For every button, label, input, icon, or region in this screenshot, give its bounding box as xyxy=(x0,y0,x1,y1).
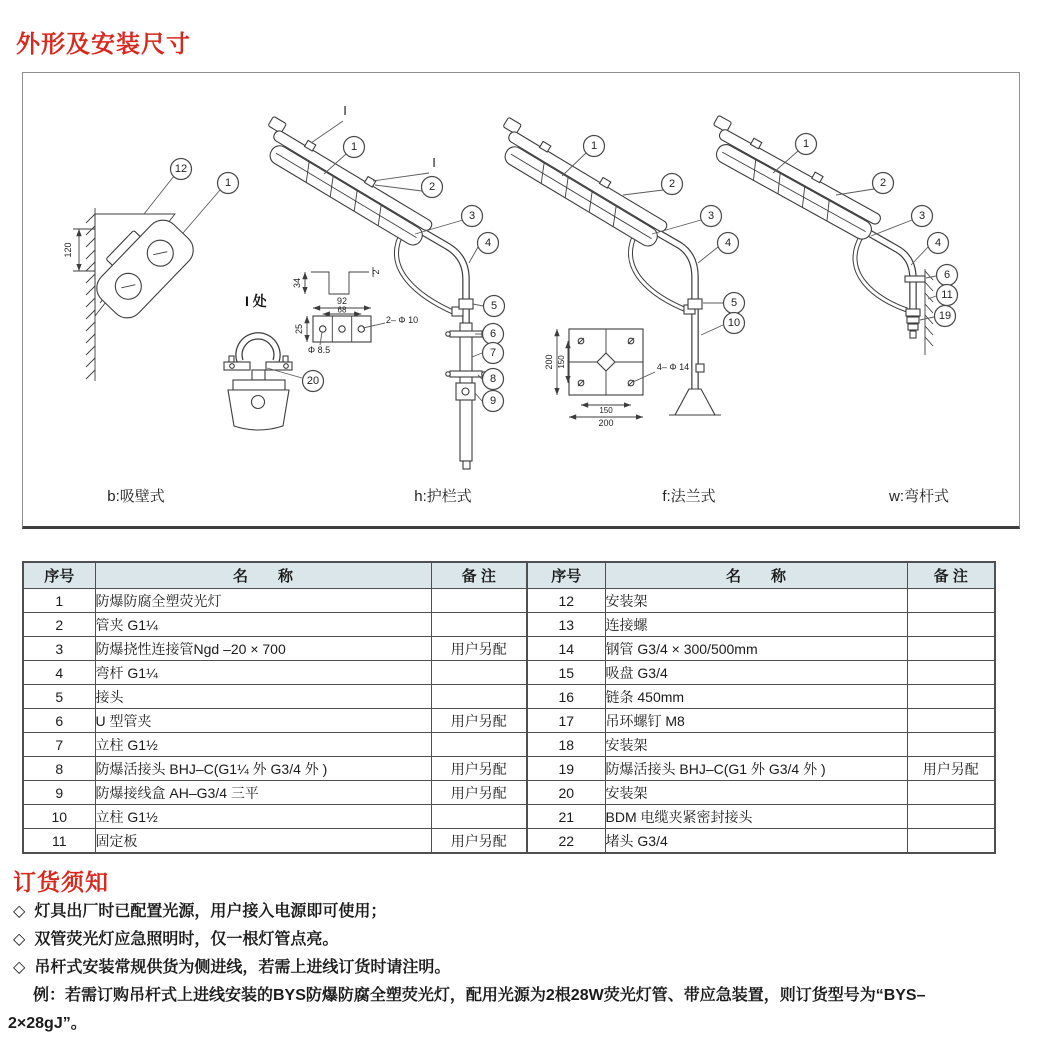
note-item xyxy=(13,926,1027,954)
detail-fixing-plate xyxy=(294,296,418,355)
svg-text:19: 19 xyxy=(938,310,952,322)
part-no: 22 xyxy=(527,829,605,854)
table-row xyxy=(527,685,995,709)
note-item xyxy=(13,898,1027,926)
caption-guardrail: h:护栏式 xyxy=(414,488,472,505)
part-name: 链条 450mm xyxy=(605,685,907,709)
part-no: 3 xyxy=(23,637,95,661)
diamond-bullet-icon: ◇ xyxy=(13,903,26,920)
svg-text:2: 2 xyxy=(371,269,381,275)
table-row xyxy=(23,661,527,685)
part-name: 连接螺 xyxy=(605,613,907,637)
svg-text:8: 8 xyxy=(489,373,497,385)
part-note xyxy=(907,637,995,661)
detail-site-label: I 处 xyxy=(245,293,267,309)
col-header-name: 名 称 xyxy=(95,562,431,589)
svg-text:5: 5 xyxy=(490,300,498,312)
svg-text:2: 2 xyxy=(668,178,676,190)
parts-table-left xyxy=(22,561,528,854)
callout-h-5 xyxy=(473,296,505,317)
callout-w-11 xyxy=(928,285,958,306)
wall-hatching-w xyxy=(925,271,933,346)
svg-text:92: 92 xyxy=(336,296,348,306)
table-row xyxy=(23,829,527,854)
table-row xyxy=(527,613,995,637)
part-note xyxy=(907,805,995,829)
part-note: 用户另配 xyxy=(431,829,527,854)
drawing-guardrail xyxy=(253,103,504,505)
note-text: 灯具出厂时已配置光源，用户接入电源即可使用； xyxy=(34,903,387,920)
svg-text:3: 3 xyxy=(707,210,715,222)
part-no: 16 xyxy=(527,685,605,709)
part-name: 接头 xyxy=(95,685,431,709)
callout-w-2 xyxy=(836,173,894,196)
callout-h-9 xyxy=(475,391,504,412)
mark-I-2 xyxy=(373,155,436,181)
part-note xyxy=(431,685,527,709)
part-no: 15 xyxy=(527,661,605,685)
svg-text:2– Φ 10: 2– Φ 10 xyxy=(385,315,419,325)
table-row xyxy=(23,805,527,829)
lamp-canister xyxy=(84,207,200,324)
table-row xyxy=(23,757,527,781)
part-no: 19 xyxy=(527,757,605,781)
part-no: 2 xyxy=(23,613,95,637)
svg-text:4– Φ 14: 4– Φ 14 xyxy=(656,362,690,372)
caption-bent-rod: w:弯杆式 xyxy=(888,488,950,505)
svg-text:10: 10 xyxy=(727,317,741,329)
table-row xyxy=(527,829,995,854)
callout-w-1 xyxy=(773,134,817,174)
table-row xyxy=(527,637,995,661)
svg-text:12: 12 xyxy=(174,163,188,175)
note-item xyxy=(13,954,1027,982)
parts-table-right xyxy=(526,561,996,854)
svg-text:7: 7 xyxy=(489,347,497,359)
part-no: 14 xyxy=(527,637,605,661)
part-name: 固定板 xyxy=(95,829,431,854)
part-note xyxy=(907,781,995,805)
part-note xyxy=(907,733,995,757)
part-note xyxy=(907,709,995,733)
svg-text:1: 1 xyxy=(802,138,810,150)
svg-text:I: I xyxy=(432,155,436,170)
table-row xyxy=(527,781,995,805)
part-note xyxy=(431,613,527,637)
callout-w-6 xyxy=(926,265,958,286)
parts-tables xyxy=(22,561,996,854)
note-text: 吊杆式安装常规供货为侧进线，若需上进线订货时请注明。 xyxy=(34,959,451,976)
part-name: 立柱 G1½ xyxy=(95,805,431,829)
part-name: 弯杆 G1¼ xyxy=(95,661,431,685)
svg-text:68: 68 xyxy=(337,305,347,315)
svg-text:2: 2 xyxy=(879,177,887,189)
part-note xyxy=(431,805,527,829)
page-title-ordering: 订货须知 xyxy=(13,869,109,895)
part-no: 1 xyxy=(23,589,95,613)
callout-1-wall xyxy=(183,173,239,234)
caption-flange: f:法兰式 xyxy=(662,488,716,505)
part-name: 安装架 xyxy=(605,781,907,805)
callout-h-1 xyxy=(324,137,365,175)
part-name: U 型管夹 xyxy=(95,709,431,733)
note-example-line2: 2×28gJ”。 xyxy=(8,1015,87,1032)
col-header-name: 名 称 xyxy=(605,562,907,589)
table-row xyxy=(23,733,527,757)
part-note: 用户另配 xyxy=(431,709,527,733)
part-note: 用户另配 xyxy=(431,637,527,661)
detail-flange-plate xyxy=(544,329,689,428)
diamond-bullet-icon: ◇ xyxy=(13,931,26,948)
part-name: 立柱 G1½ xyxy=(95,733,431,757)
col-header-note: 备 注 xyxy=(431,562,527,589)
part-no: 7 xyxy=(23,733,95,757)
table-row xyxy=(23,781,527,805)
table-row xyxy=(23,589,527,613)
part-name: 防爆接线盒 AH–G3/4 三平 xyxy=(95,781,431,805)
detail-clamp-drawing xyxy=(224,293,324,430)
part-no: 21 xyxy=(527,805,605,829)
svg-text:4: 4 xyxy=(724,237,732,249)
part-name: 吸盘 G3/4 xyxy=(605,661,907,685)
diamond-bullet-icon: ◇ xyxy=(13,959,26,976)
svg-text:25: 25 xyxy=(294,323,304,335)
part-note xyxy=(431,661,527,685)
callout-f-5 xyxy=(703,293,745,314)
part-no: 8 xyxy=(23,757,95,781)
svg-text:4: 4 xyxy=(484,237,492,249)
part-note xyxy=(907,589,995,613)
drawing-flange xyxy=(488,117,744,505)
part-note: 用户另配 xyxy=(431,757,527,781)
table-row xyxy=(527,757,995,781)
svg-text:6: 6 xyxy=(489,328,497,340)
callout-h-4 xyxy=(469,233,499,264)
ordering-notes xyxy=(8,898,1027,1038)
callout-f-1 xyxy=(562,136,605,177)
svg-text:150: 150 xyxy=(557,355,566,369)
part-name: 钢管 G3/4 × 300/500mm xyxy=(605,637,907,661)
table-header-row xyxy=(527,562,995,589)
part-no: 6 xyxy=(23,709,95,733)
table-row xyxy=(23,685,527,709)
table-row xyxy=(23,637,527,661)
callout-12 xyxy=(144,159,192,215)
svg-text:1: 1 xyxy=(224,177,232,189)
svg-text:200: 200 xyxy=(598,418,614,428)
caption-wall-mount: b:吸壁式 xyxy=(107,488,165,505)
callout-f-2 xyxy=(623,174,683,196)
mark-I-1 xyxy=(311,103,347,143)
col-header-note: 备 注 xyxy=(907,562,995,589)
page-title-outline: 外形及安装尺寸 xyxy=(16,31,191,58)
detail-bracket-profile xyxy=(292,267,381,294)
wall-hatching xyxy=(86,214,95,379)
part-name: 防爆活接头 BHJ–C(G1¼ 外 G3/4 外 ) xyxy=(95,757,431,781)
part-name: 安装架 xyxy=(605,589,907,613)
callout-h-7 xyxy=(472,343,504,364)
part-note xyxy=(907,685,995,709)
table-row xyxy=(527,589,995,613)
svg-text:Φ 8.5: Φ 8.5 xyxy=(307,345,331,355)
table-row xyxy=(527,805,995,829)
part-name: 安装架 xyxy=(605,733,907,757)
table-row xyxy=(527,709,995,733)
part-no: 18 xyxy=(527,733,605,757)
dimension-120 xyxy=(63,229,95,271)
part-no: 17 xyxy=(527,709,605,733)
part-note: 用户另配 xyxy=(907,757,995,781)
part-name: 防爆防腐全塑荧光灯 xyxy=(95,589,431,613)
part-note xyxy=(907,829,995,854)
part-note xyxy=(907,661,995,685)
part-note xyxy=(431,733,527,757)
flange-foot xyxy=(675,389,715,415)
table-row xyxy=(527,733,995,757)
table-header-row xyxy=(23,562,527,589)
part-note xyxy=(431,589,527,613)
part-name: 防爆活接头 BHJ–C(G1 外 G3/4 外 ) xyxy=(605,757,907,781)
drawing-wall-mount xyxy=(63,159,239,506)
table-row xyxy=(527,661,995,685)
callout-f-10 xyxy=(701,313,745,336)
part-name: 管夹 G1¼ xyxy=(95,613,431,637)
svg-text:I: I xyxy=(343,103,347,118)
part-no: 12 xyxy=(527,589,605,613)
svg-text:1: 1 xyxy=(350,141,358,153)
note-example-line1: 例：若需订购吊杆式上进线安装的BYS防爆防腐全塑荧光灯，配用光源为2根28W荧光灯管、带应急装置，则订货型号为“BYS– xyxy=(33,987,926,1004)
svg-text:2: 2 xyxy=(428,181,436,193)
part-name: BDM 电缆夹紧密封接头 xyxy=(605,805,907,829)
col-header-no: 序号 xyxy=(23,562,95,589)
part-no: 4 xyxy=(23,661,95,685)
svg-text:3: 3 xyxy=(918,210,926,222)
part-no: 20 xyxy=(527,781,605,805)
part-no: 9 xyxy=(23,781,95,805)
svg-text:11: 11 xyxy=(941,289,953,301)
part-no: 11 xyxy=(23,829,95,854)
callout-f-4 xyxy=(698,233,739,264)
installation-diagram-box xyxy=(22,72,1020,529)
svg-text:9: 9 xyxy=(489,395,497,407)
svg-text:150: 150 xyxy=(599,406,613,415)
svg-text:120: 120 xyxy=(63,242,73,258)
col-header-no: 序号 xyxy=(527,562,605,589)
callout-h-6 xyxy=(475,324,504,345)
svg-text:1: 1 xyxy=(590,140,598,152)
union-joint xyxy=(459,299,473,309)
callout-w-4 xyxy=(911,233,949,266)
part-note xyxy=(907,613,995,637)
svg-text:34: 34 xyxy=(292,277,302,289)
part-name: 堵头 G3/4 xyxy=(605,829,907,854)
table-row xyxy=(23,613,527,637)
svg-text:4: 4 xyxy=(934,237,942,249)
part-name: 防爆挠性连接管Ngd –20 × 700 xyxy=(95,637,431,661)
part-name: 吊环螺钉 M8 xyxy=(605,709,907,733)
part-note: 用户另配 xyxy=(431,781,527,805)
svg-text:6: 6 xyxy=(943,269,951,281)
note-text: 双管荧光灯应急照明时，仅一根灯管点亮。 xyxy=(34,931,339,948)
svg-text:3: 3 xyxy=(468,210,476,222)
part-no: 13 xyxy=(527,613,605,637)
part-no: 10 xyxy=(23,805,95,829)
svg-text:20: 20 xyxy=(306,375,320,387)
svg-text:5: 5 xyxy=(730,297,738,309)
svg-text:200: 200 xyxy=(544,354,554,370)
table-row xyxy=(23,709,527,733)
part-no: 5 xyxy=(23,685,95,709)
